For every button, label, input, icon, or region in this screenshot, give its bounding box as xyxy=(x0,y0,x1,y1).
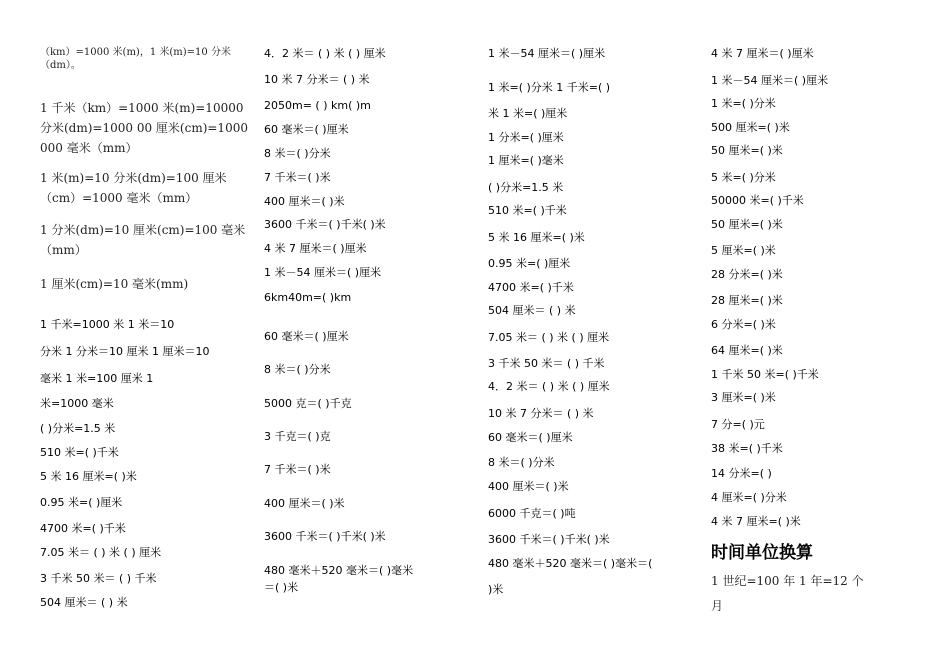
exercise-line: 3 千米 50 米＝ ( ) 千米 xyxy=(488,357,605,370)
exercise-line: 1 米－54 厘米＝( )厘米 xyxy=(264,266,382,279)
exercise-line: 4 米 7 厘米=( )米 xyxy=(711,515,801,528)
exercise-line: 1 厘米=( )毫米 xyxy=(488,154,564,167)
exercise-line: 3600 千米＝( )千米( )米 xyxy=(488,533,610,546)
exercise-line: 504 厘米＝ ( ) 米 xyxy=(488,304,576,317)
exercise-line: 4．2 米＝ ( ) 米 ( ) 厘米 xyxy=(488,380,610,393)
exercise-line: 1 分米=( )厘米 xyxy=(488,131,564,144)
exercise-line: 504 厘米＝ ( ) 米 xyxy=(40,596,128,609)
exercise-line: 50000 米=( )千米 xyxy=(711,194,804,207)
exercise-line: 3 千米 50 米＝ ( ) 千米 xyxy=(40,572,157,585)
exercise-line: 毫米 1 米=100 厘米 1 xyxy=(40,372,154,385)
exercise-line: 1 米=( )分米 1 千米=( ) xyxy=(488,81,611,94)
exercise-line: 1 米=( )分米 xyxy=(711,97,776,110)
exercise-line: 480 毫米＋520 毫米＝( )毫米 xyxy=(264,564,414,577)
exercise-line: 38 米=( )千米 xyxy=(711,442,783,455)
exercise-line: 3600 千米＝( )千米( )米 xyxy=(264,218,386,231)
exercise-line: 3 厘米=( )米 xyxy=(711,391,776,404)
exercise-line: ( )分米=1.5 米 xyxy=(40,422,116,435)
definition-text: 1 分米(dm)=10 厘米(cm)=100 毫米（mm） xyxy=(40,223,246,257)
definition-text: （km）=1000 米(m)，1 米(m)=10 分米（dm）。 xyxy=(40,47,231,71)
exercise-line: 1 千米=1000 米 1 米＝10 xyxy=(40,318,175,331)
definition-text: 1 米(m)=10 分米(dm)=100 厘米（cm）=1000 毫米（mm） xyxy=(40,171,227,205)
exercise-line: 1 米－54 厘米＝( )厘米 xyxy=(488,47,606,60)
exercise-line: 5 米 16 厘米=( )米 xyxy=(488,231,585,244)
exercise-line: 10 米 7 分米＝ ( ) 米 xyxy=(488,407,594,420)
exercise-line: 7 千米＝( )米 xyxy=(264,171,331,184)
exercise-line: 64 厘米=( )米 xyxy=(711,344,783,357)
exercise-line: 500 厘米=( )米 xyxy=(711,121,790,134)
exercise-line: 5000 克＝( )千克 xyxy=(264,397,352,410)
time-conversion-line: 月 xyxy=(711,599,724,613)
exercise-line: 0.95 米=( )厘米 xyxy=(40,496,123,509)
exercise-line: 8 米＝( )分米 xyxy=(488,456,555,469)
section-heading: 时间单位换算 xyxy=(711,543,813,563)
definition-text: 1 千米（km）=1000 米(m)=10000 分米(dm)=1000 00 厘米(cm)=1000 000 毫米（mm） xyxy=(40,101,248,155)
exercise-line: 400 厘米＝( )米 xyxy=(264,195,345,208)
exercise-line: 4．2 米＝ ( ) 米 ( ) 厘米 xyxy=(264,47,386,60)
exercise-line: 6 分米=( )米 xyxy=(711,318,776,331)
exercise-line: 8 米＝( )分米 xyxy=(264,147,331,160)
exercise-line: 4700 米=( )千米 xyxy=(40,522,126,535)
exercise-line: 10 米 7 分米＝ ( ) 米 xyxy=(264,73,370,86)
exercise-line: 米=1000 毫米 xyxy=(40,397,114,410)
exercise-line: 400 厘米＝( )米 xyxy=(264,497,345,510)
exercise-line: 7.05 米＝ ( ) 米 ( ) 厘米 xyxy=(488,331,610,344)
exercise-line: 8 米＝( )分米 xyxy=(264,363,331,376)
exercise-line: 60 毫米＝( )厘米 xyxy=(264,123,349,136)
exercise-line: 4 厘米=( )分米 xyxy=(711,491,787,504)
exercise-line: 1 千米 50 米=( )千米 xyxy=(711,368,819,381)
exercise-line: 5 米=( )分米 xyxy=(711,171,776,184)
exercise-line: 米 1 米=( )厘米 xyxy=(488,107,568,120)
exercise-line: 4 米 7 厘米＝( )厘米 xyxy=(711,47,814,60)
exercise-line: 5 厘米=( )米 xyxy=(711,244,776,257)
exercise-line: 7.05 米＝ ( ) 米 ( ) 厘米 xyxy=(40,546,162,559)
exercise-line: )米 xyxy=(488,583,504,596)
exercise-line: 28 厘米=( )米 xyxy=(711,294,783,307)
exercise-line: 480 毫米＋520 毫米＝( )毫米＝( xyxy=(488,557,653,570)
exercise-line: 60 毫米＝( )厘米 xyxy=(488,431,573,444)
exercise-line: 4700 米=( )千米 xyxy=(488,281,574,294)
exercise-line: 4 米 7 厘米＝( )厘米 xyxy=(264,242,367,255)
exercise-line: 6000 千克＝( )吨 xyxy=(488,507,576,520)
exercise-line: 1 米－54 厘米＝( )厘米 xyxy=(711,74,829,87)
exercise-line: 6km40m=( )km xyxy=(264,291,352,304)
exercise-line: 510 米=( )千米 xyxy=(40,446,119,459)
exercise-line: ( )分米=1.5 米 xyxy=(488,181,564,194)
exercise-line: 3600 千米＝( )千米( )米 xyxy=(264,530,386,543)
exercise-line: 50 厘米=( )米 xyxy=(711,144,783,157)
exercise-line: 0.95 米=( )厘米 xyxy=(488,257,571,270)
exercise-line: ＝( )米 xyxy=(264,581,299,594)
definition-text: 1 厘米(cm)=10 毫米(mm) xyxy=(40,277,189,291)
exercise-line: 3 千克＝( )克 xyxy=(264,430,331,443)
exercise-line: 50 厘米=( )米 xyxy=(711,218,783,231)
exercise-line: 28 分米=( )米 xyxy=(711,268,783,281)
exercise-line: 7 分=( )元 xyxy=(711,418,765,431)
exercise-line: 60 毫米＝( )厘米 xyxy=(264,330,349,343)
exercise-line: 2050m= ( ) km( )m xyxy=(264,99,371,112)
exercise-line: 7 千米＝( )米 xyxy=(264,463,331,476)
exercise-line: 400 厘米＝( )米 xyxy=(488,480,569,493)
time-conversion-line: 1 世纪=100 年 1 年=12 个 xyxy=(711,574,864,588)
exercise-line: 5 米 16 厘米=( )米 xyxy=(40,470,137,483)
exercise-line: 510 米=( )千米 xyxy=(488,204,567,217)
exercise-line: 14 分米=( ) xyxy=(711,467,772,480)
exercise-line: 分米 1 分米＝10 厘米 1 厘米＝10 xyxy=(40,345,210,358)
